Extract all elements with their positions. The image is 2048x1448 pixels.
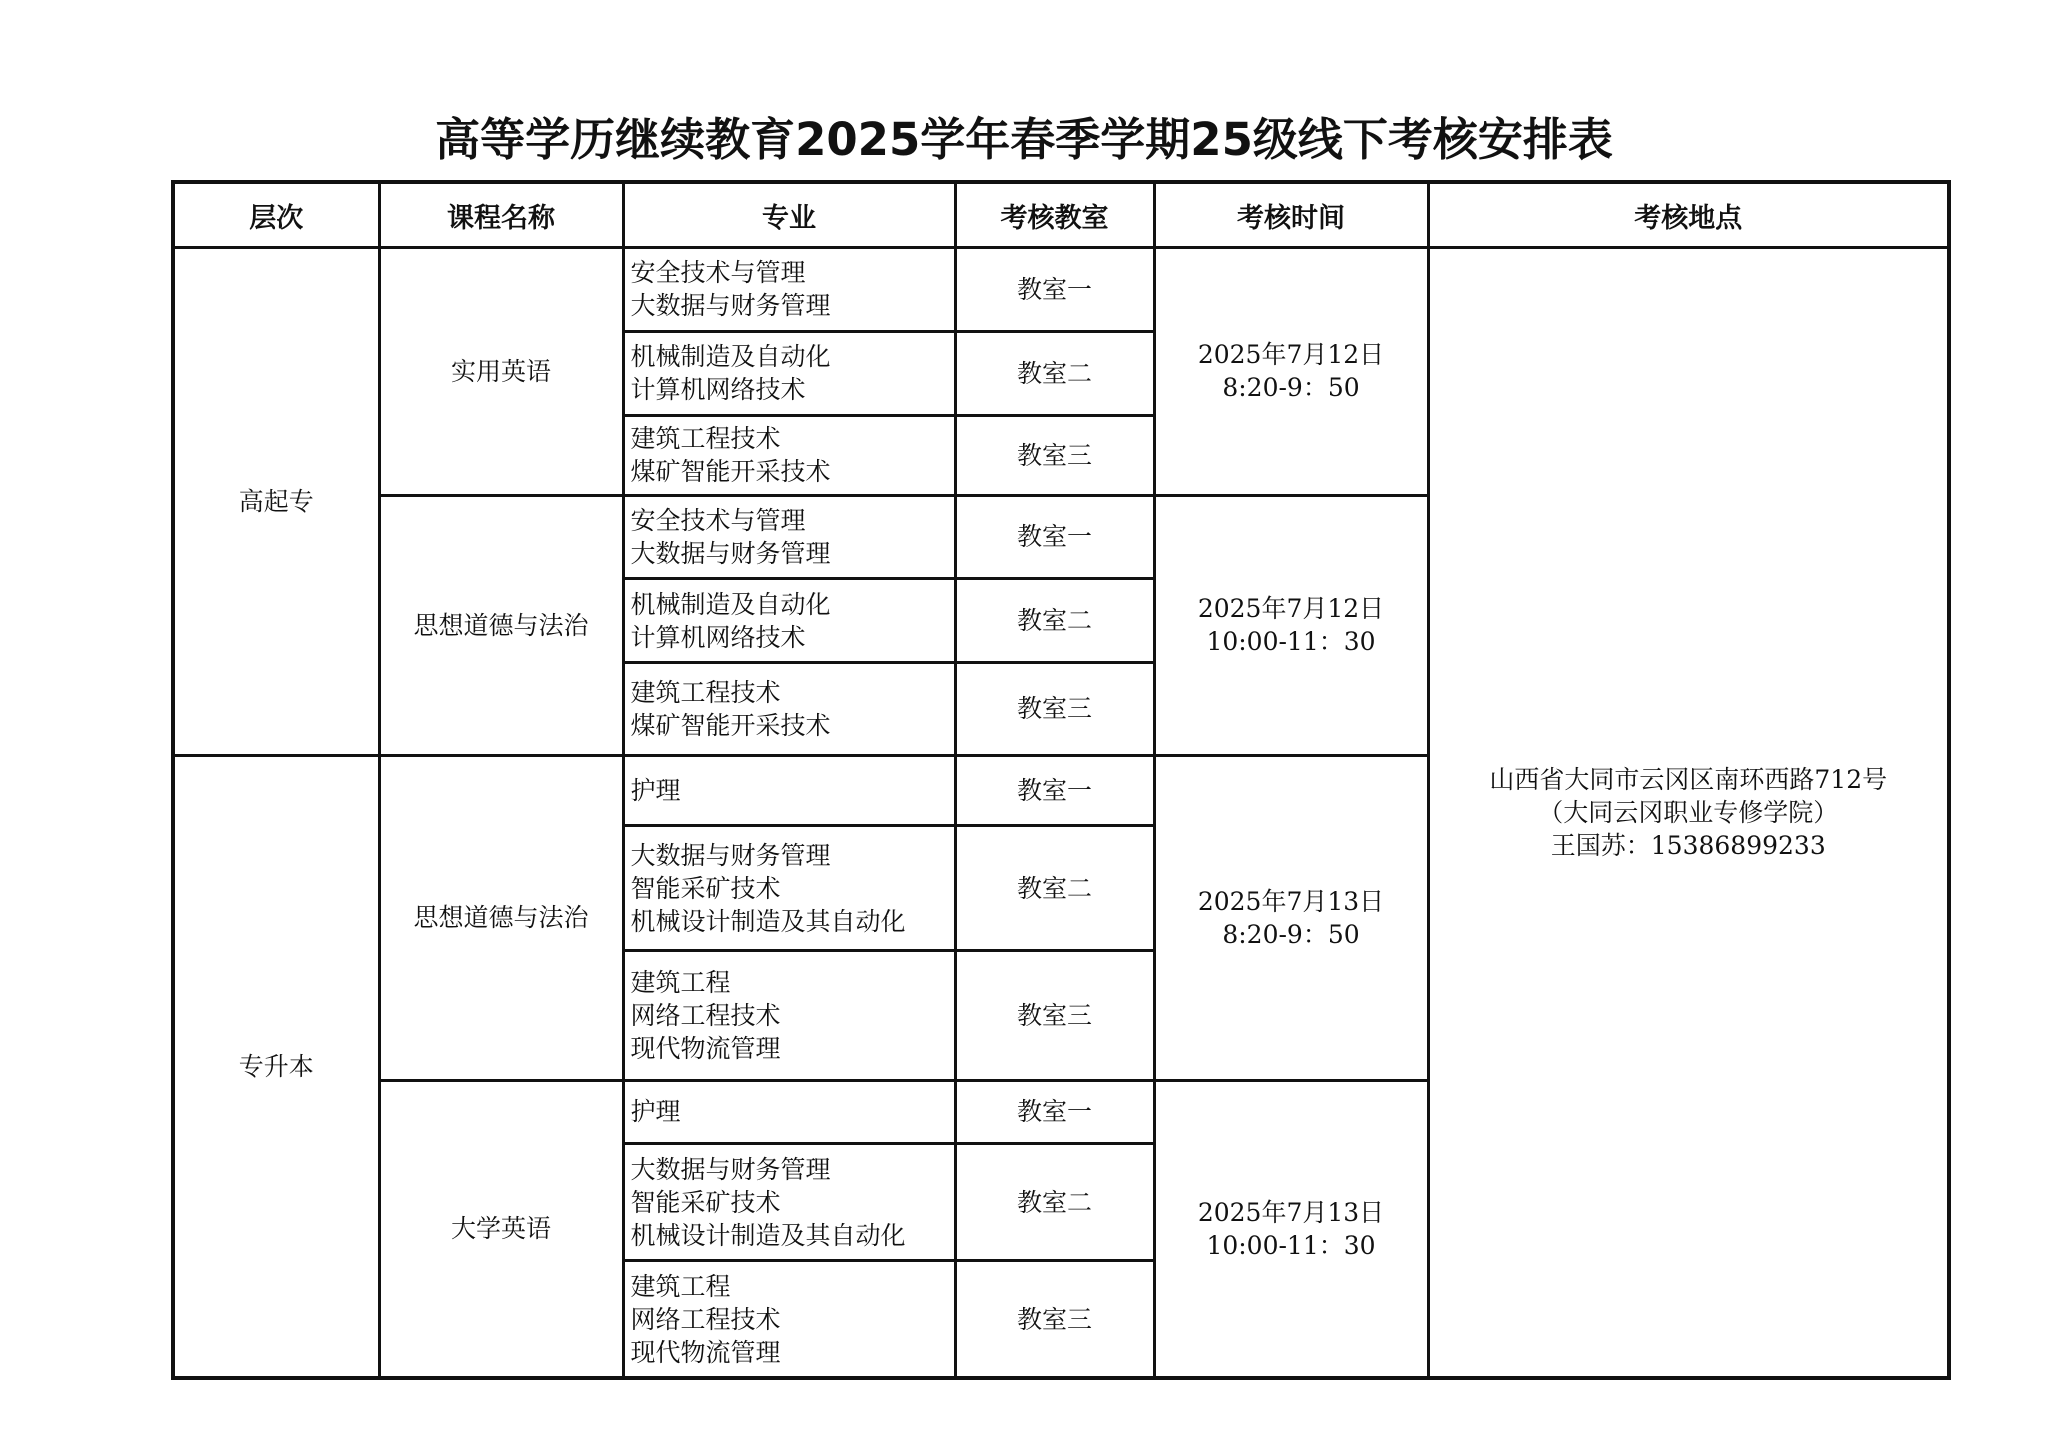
major-cell: [623, 248, 955, 332]
header-level: 层次: [173, 182, 379, 248]
header-course: 课程名称: [379, 182, 623, 248]
page-title: 高等学历继续教育2025学年春季学期25级线下考核安排表: [435, 113, 1613, 166]
major-name: 建筑工程: [630, 968, 731, 997]
major-name: 机械制造及自动化: [630, 589, 831, 619]
major-name: 护理: [630, 775, 681, 805]
major-cell: [623, 662, 955, 755]
time-cell: [1154, 755, 1428, 1080]
exam-hours: 8:20-9：50: [1222, 919, 1360, 949]
major-name: 机械制造及自动化: [630, 342, 831, 372]
table-row: [173, 248, 1949, 332]
exam-schedule-table: [171, 180, 1951, 1380]
room-cell: 教室二: [955, 1143, 1154, 1260]
time-cell: [1154, 1080, 1428, 1378]
room-cell: 教室三: [955, 951, 1154, 1080]
major-cell: [623, 579, 955, 663]
major-name: 大数据与财务管理: [630, 291, 831, 321]
major-name: 安全技术与管理: [630, 258, 806, 288]
exam-date: 2025年7月13日: [1197, 1197, 1385, 1227]
major-cell: [623, 755, 955, 825]
exam-hours: 10:00-11：30: [1206, 627, 1376, 657]
major-name: 现代物流管理: [630, 1337, 781, 1367]
room-cell: 教室三: [955, 662, 1154, 755]
room-cell: 教室二: [955, 579, 1154, 663]
major-name: 建筑工程技术: [630, 677, 781, 707]
exam-hours: 8:20-9：50: [1222, 373, 1360, 403]
room-cell: 教室三: [955, 416, 1154, 496]
exam-date: 2025年7月13日: [1197, 886, 1385, 916]
major-cell: [623, 331, 955, 416]
room-cell: 教室三: [955, 1261, 1154, 1378]
exam-date: 2025年7月12日: [1197, 340, 1385, 370]
header-row: [173, 182, 1949, 248]
major-name: 建筑工程技术: [630, 424, 781, 454]
course-cell: 大学英语: [379, 1080, 623, 1378]
level-cell: 高起专: [173, 248, 379, 756]
location-address: 山西省大同市云冈区南环西路712号: [1489, 765, 1888, 794]
major-name: 机械设计制造及其自动化: [630, 906, 906, 936]
time-cell: [1154, 248, 1428, 496]
major-cell: [623, 825, 955, 950]
major-name: 大数据与财务管理: [630, 1154, 831, 1184]
room-cell: 教室一: [955, 248, 1154, 332]
header-location: 考核地点: [1428, 182, 1949, 248]
major-name: 机械设计制造及其自动化: [630, 1220, 906, 1250]
course-cell: 实用英语: [379, 248, 623, 496]
room-cell: 教室二: [955, 331, 1154, 416]
room-cell: 教室二: [955, 825, 1154, 950]
room-cell: 教室一: [955, 1080, 1154, 1143]
major-name: 建筑工程: [630, 1271, 731, 1301]
level-cell: 专升本: [173, 755, 379, 1378]
major-cell: [623, 1143, 955, 1260]
major-name: 煤矿智能开采技术: [630, 710, 831, 740]
major-cell: [623, 1080, 955, 1143]
header-time: 考核时间: [1154, 182, 1428, 248]
major-cell: [623, 416, 955, 496]
major-name: 大数据与财务管理: [630, 538, 831, 568]
major-name: 护理: [630, 1097, 681, 1127]
location-institution: （大同云冈职业专修学院）: [1538, 798, 1839, 827]
course-cell: 思想道德与法治: [379, 755, 623, 1080]
major-cell: [623, 495, 955, 579]
major-name: 煤矿智能开采技术: [630, 457, 831, 487]
major-name: 网络工程技术: [630, 1001, 781, 1030]
location-cell: [1428, 248, 1949, 1379]
major-name: 计算机网络技术: [630, 375, 806, 405]
location-contact: 王国苏：15386899233: [1550, 831, 1826, 860]
room-cell: 教室一: [955, 755, 1154, 825]
exam-date: 2025年7月12日: [1197, 594, 1385, 624]
major-cell: [623, 1261, 955, 1378]
header-room: 考核教室: [955, 182, 1154, 248]
major-name: 大数据与财务管理: [630, 840, 831, 870]
major-name: 计算机网络技术: [630, 622, 806, 652]
major-name: 现代物流管理: [630, 1034, 781, 1063]
exam-hours: 10:00-11：30: [1206, 1230, 1376, 1260]
room-cell: 教室一: [955, 495, 1154, 579]
major-name: 安全技术与管理: [630, 505, 806, 535]
time-cell: [1154, 495, 1428, 755]
header-major: 专业: [623, 182, 955, 248]
major-name: 智能采矿技术: [630, 1187, 781, 1217]
major-name: 网络工程技术: [630, 1304, 781, 1334]
course-cell: 思想道德与法治: [379, 495, 623, 755]
major-name: 智能采矿技术: [630, 873, 781, 903]
major-cell: [623, 951, 955, 1080]
